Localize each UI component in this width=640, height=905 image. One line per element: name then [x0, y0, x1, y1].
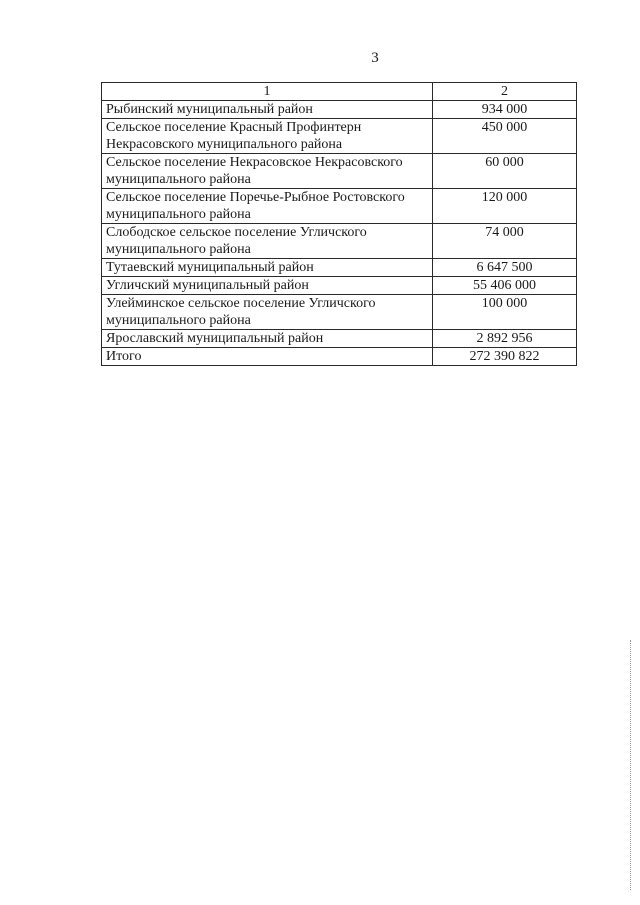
- amount-value: 100 000: [433, 295, 577, 330]
- municipality-name: Слободское сельское поселение Угличского муниципального района: [102, 224, 433, 259]
- municipality-name: Сельское поселение Поречье-Рыбное Ростовского муниципального района: [102, 189, 433, 224]
- page-number: 3: [371, 50, 379, 66]
- municipality-name: Сельское поселение Красный Профинтерн Некрасовского муниципального района: [102, 119, 433, 154]
- scan-edge-artifact: [630, 640, 633, 890]
- total-value: 272 390 822: [433, 348, 577, 366]
- total-label: Итого: [102, 348, 433, 366]
- amount-value: 120 000: [433, 189, 577, 224]
- municipality-name: Ярославский муниципальный район: [102, 330, 433, 348]
- municipality-name: Угличский муниципальный район: [102, 277, 433, 295]
- amount-value: 2 892 956: [433, 330, 577, 348]
- municipality-name: Тутаевский муниципальный район: [102, 259, 433, 277]
- amount-value: 6 647 500: [433, 259, 577, 277]
- amount-value: 60 000: [433, 154, 577, 189]
- column-header-2: 2: [433, 83, 577, 101]
- budget-table: [101, 82, 577, 366]
- table-row: [102, 259, 577, 277]
- amount-value: 74 000: [433, 224, 577, 259]
- table-row: [102, 277, 577, 295]
- municipality-name: Сельское поселение Некрасовское Некрасовского муниципального района: [102, 154, 433, 189]
- table-row: [102, 295, 577, 330]
- amount-value: 55 406 000: [433, 277, 577, 295]
- total-row: [102, 348, 577, 366]
- table-row: [102, 119, 577, 154]
- municipality-name: Улейминское сельское поселение Угличского муниципального района: [102, 295, 433, 330]
- table-row: [102, 224, 577, 259]
- amount-value: 934 000: [433, 101, 577, 119]
- table-row: [102, 330, 577, 348]
- column-header-1: 1: [102, 83, 433, 101]
- municipality-name: Рыбинский муниципальный район: [102, 101, 433, 119]
- table-row: [102, 189, 577, 224]
- table-row: [102, 154, 577, 189]
- table-header-row: [102, 83, 577, 101]
- amount-value: 450 000: [433, 119, 577, 154]
- table-row: [102, 101, 577, 119]
